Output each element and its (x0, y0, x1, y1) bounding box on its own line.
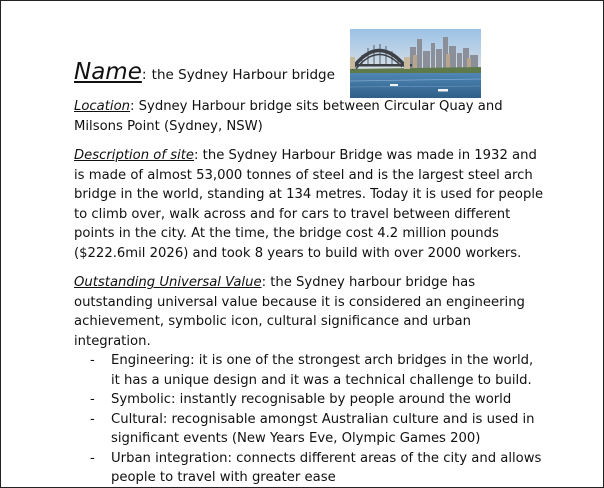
ouv-bullet-list (74, 351, 544, 488)
document-body (74, 97, 544, 488)
name-heading (74, 59, 335, 85)
bullet-text: Engineering: it is one of the strongest arch bridges in the world, it has a unique design and it was a technical challenge to build. (111, 353, 534, 388)
bullet-dash: - (90, 450, 95, 466)
sydney-harbour-bridge-photo (350, 29, 481, 98)
list-item (90, 449, 544, 488)
bullet-dash: - (90, 353, 95, 368)
list-item (90, 390, 544, 410)
description-text: : the Sydney Harbour Bridge was made in 1932 and is made of almost 53,000 tonnes of steel and is the largest steel arch bridge in the world, standing at 134 metres. Today it is used for people to climb over, walk across and for cars to travel between different points in the city. At the time, the bridge cost 4.2 million pounds ($222.6mil 2026) and took 8 years to build with over 2000 workers. (74, 148, 544, 261)
bullet-text: Symbolic: instantly recognisable by people around the world (111, 392, 512, 407)
list-item (90, 351, 544, 390)
ouv-label: Outstanding Universal Value (74, 275, 262, 290)
name-value: the Sydney Harbour bridge (151, 67, 335, 83)
name-label: Name (74, 59, 142, 85)
description-paragraph (74, 146, 544, 263)
location-paragraph (74, 97, 544, 136)
list-item (90, 410, 544, 449)
bullet-dash: - (90, 411, 95, 427)
name-colon: : (141, 67, 147, 83)
location-label: Location (74, 99, 131, 114)
bullet-dash: - (90, 392, 95, 407)
bullet-text: Urban integration: connects different areas of the city and allows people to travel with greater ease (111, 450, 542, 485)
description-label: Description of site (74, 148, 195, 163)
location-text: : Sydney Harbour bridge sits between Circular Quay and Milsons Point (Sydney, NSW) (74, 99, 503, 134)
ouv-text: : the Sydney harbour bridge has outstanding universal value because it is considered an engineering achievement, symbolic icon, cultural significance and urban integration. (74, 275, 525, 349)
ouv-paragraph (74, 273, 544, 351)
bullet-text: Cultural: recognisable amongst Australian culture and is used in significant events (New Years Eve, Olympic Games 200) (111, 411, 535, 446)
